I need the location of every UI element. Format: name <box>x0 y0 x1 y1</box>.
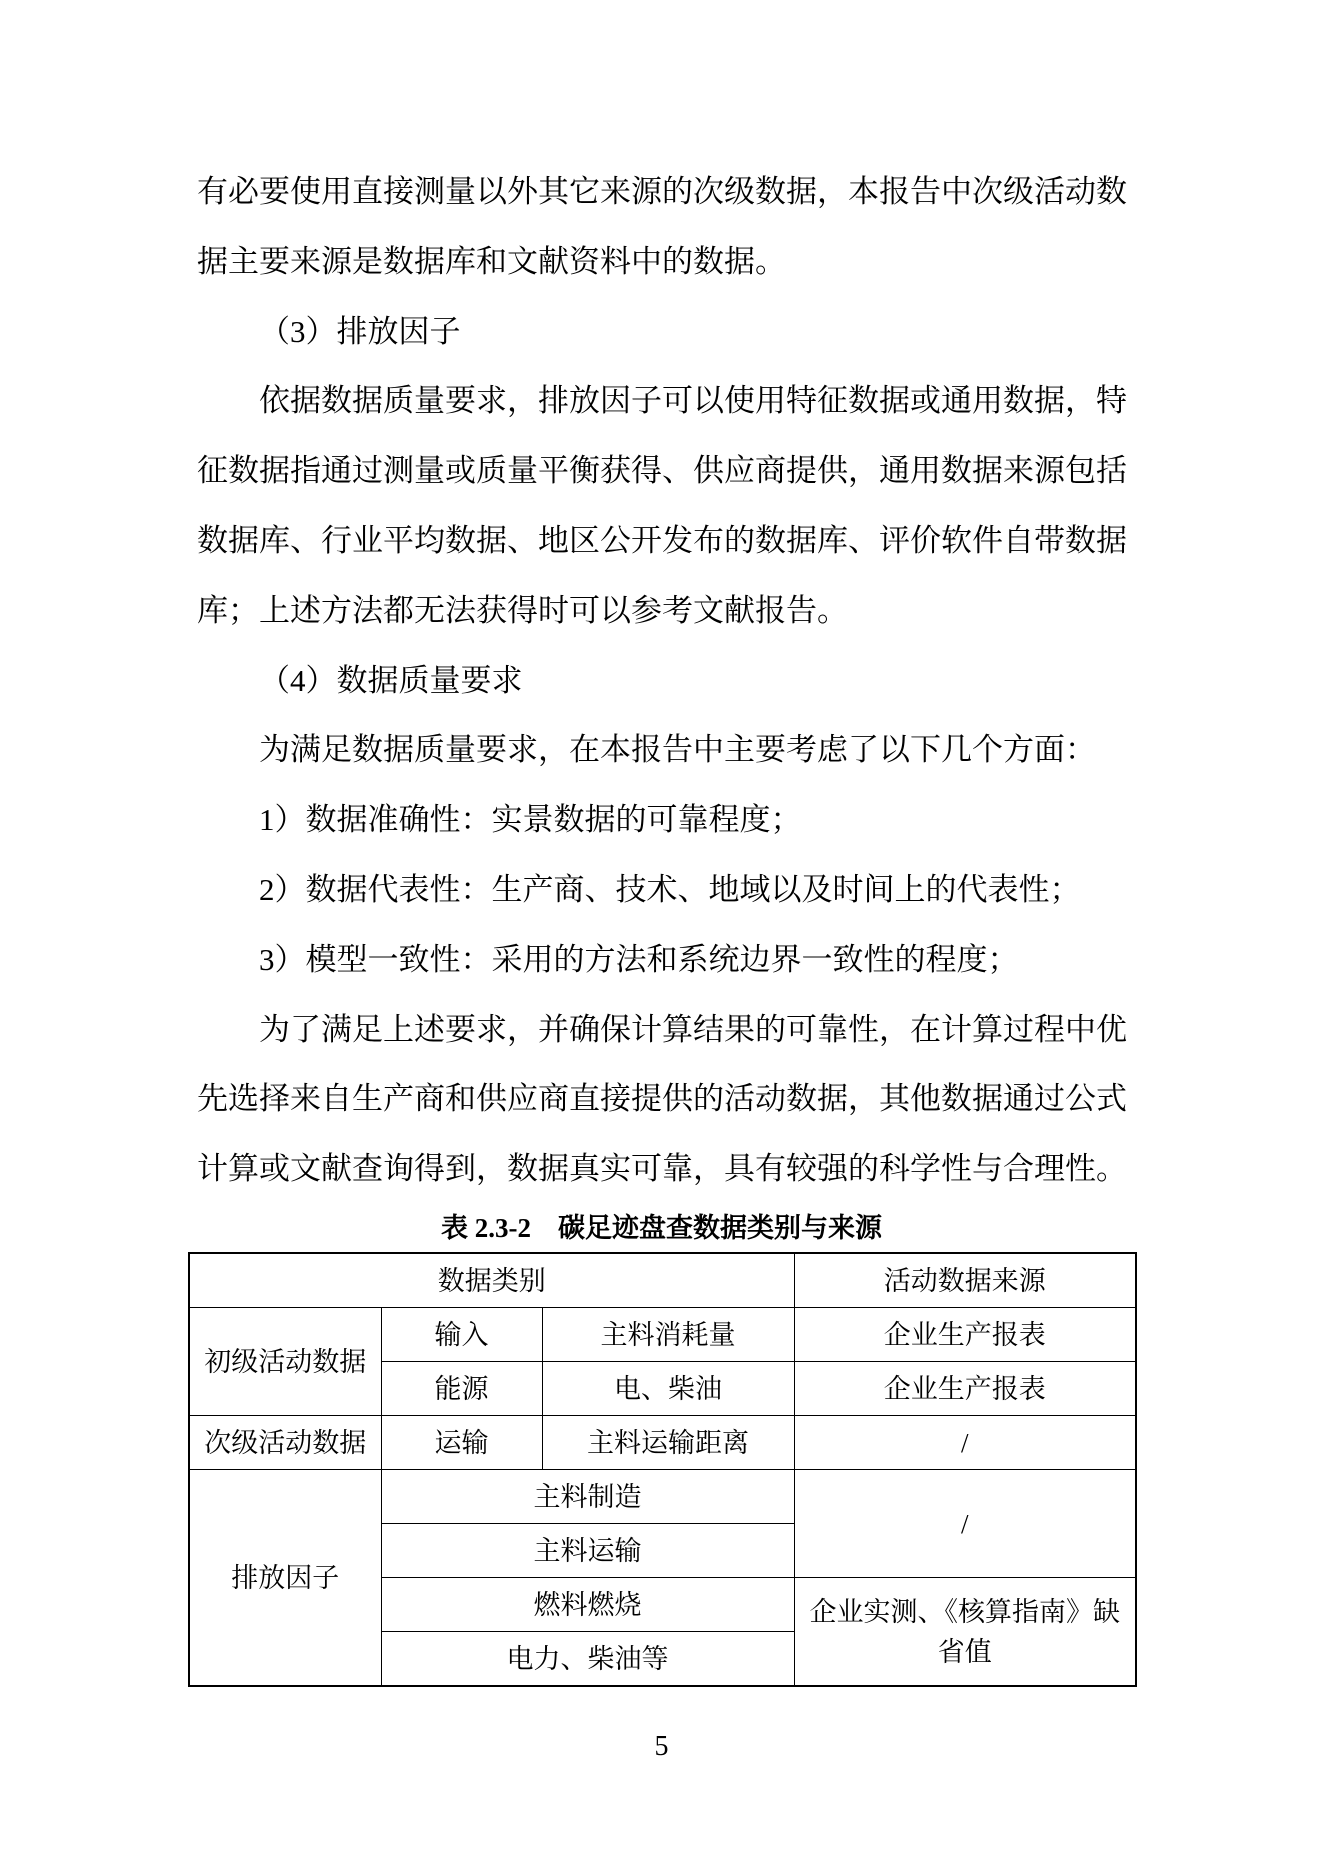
cell-energy: 能源 <box>381 1362 542 1416</box>
heading-data-quality: （4）数据质量要求 <box>259 662 523 698</box>
body-line: 为了满足上述要求，并确保计算结果的可靠性，在计算过程中优 <box>259 1011 1127 1047</box>
body-line: 先选择来自生产商和供应商直接提供的活动数据，其他数据通过公式 <box>197 1081 1127 1117</box>
cell-electricity-diesel: 电、柴油 <box>542 1362 794 1416</box>
page-number: 5 <box>654 1731 669 1762</box>
body-line: 征数据指通过测量或质量平衡获得、供应商提供，通用数据来源包括 <box>197 453 1127 489</box>
table-header-row <box>189 1253 1136 1308</box>
cell-main-material-consumption: 主料消耗量 <box>542 1308 794 1362</box>
cell-power-diesel: 电力、柴油等 <box>381 1632 794 1687</box>
body-line: 有必要使用直接测量以外其它来源的次级数据，本报告中次级活动数 <box>197 174 1127 209</box>
body-line: 数据库、行业平均数据、地区公开发布的数据库、评价软件自带数据 <box>197 522 1127 558</box>
body-line: 据主要来源是数据库和文献资料中的数据。 <box>197 243 786 279</box>
body-line: 计算或文献查询得到，数据真实可靠，具有较强的科学性与合理性。 <box>197 1151 1127 1187</box>
body-line: 依据数据质量要求，排放因子可以使用特征数据或通用数据，特 <box>259 383 1127 419</box>
table-caption: 表 2.3-2 碳足迹盘查数据类别与来源 <box>441 1213 882 1243</box>
table-row <box>189 1470 1136 1524</box>
table-row <box>189 1416 1136 1470</box>
header-cell-category: 数据类别 <box>189 1253 794 1308</box>
heading-emission-factor: （3）排放因子 <box>259 313 461 349</box>
cell-secondary-activity: 次级活动数据 <box>189 1416 381 1470</box>
data-source-table <box>188 1252 1137 1687</box>
body-line: 为满足数据质量要求，在本报告中主要考虑了以下几个方面： <box>259 732 1096 768</box>
cell-slash: / <box>794 1470 1136 1578</box>
list-item-representativeness: 2）数据代表性：生产商、技术、地域以及时间上的代表性； <box>259 871 1081 907</box>
cell-main-material-manufacture: 主料制造 <box>381 1470 794 1524</box>
cell-slash: / <box>794 1416 1136 1470</box>
list-item-accuracy: 1）数据准确性：实景数据的可靠程度； <box>259 802 802 838</box>
cell-transport: 运输 <box>381 1416 542 1470</box>
cell-source-report: 企业生产报表 <box>794 1362 1136 1416</box>
cell-fuel-combustion: 燃料燃烧 <box>381 1578 794 1632</box>
table-row <box>189 1308 1136 1362</box>
cell-input: 输入 <box>381 1308 542 1362</box>
cell-emission-factor: 排放因子 <box>189 1470 381 1687</box>
cell-primary-activity: 初级活动数据 <box>189 1308 381 1416</box>
list-item-consistency: 3）模型一致性：采用的方法和系统边界一致性的程度； <box>259 941 1019 977</box>
body-text <box>197 157 1127 1204</box>
cell-source-report: 企业生产报表 <box>794 1308 1136 1362</box>
cell-main-material-transport: 主料运输 <box>381 1524 794 1578</box>
body-line: 库；上述方法都无法获得时可以参考文献报告。 <box>197 592 848 628</box>
header-cell-source: 活动数据来源 <box>794 1253 1136 1308</box>
cell-main-material-distance: 主料运输距离 <box>542 1416 794 1470</box>
cell-measured-guideline-default: 企业实测、《核算指南》缺省值 <box>794 1578 1136 1687</box>
